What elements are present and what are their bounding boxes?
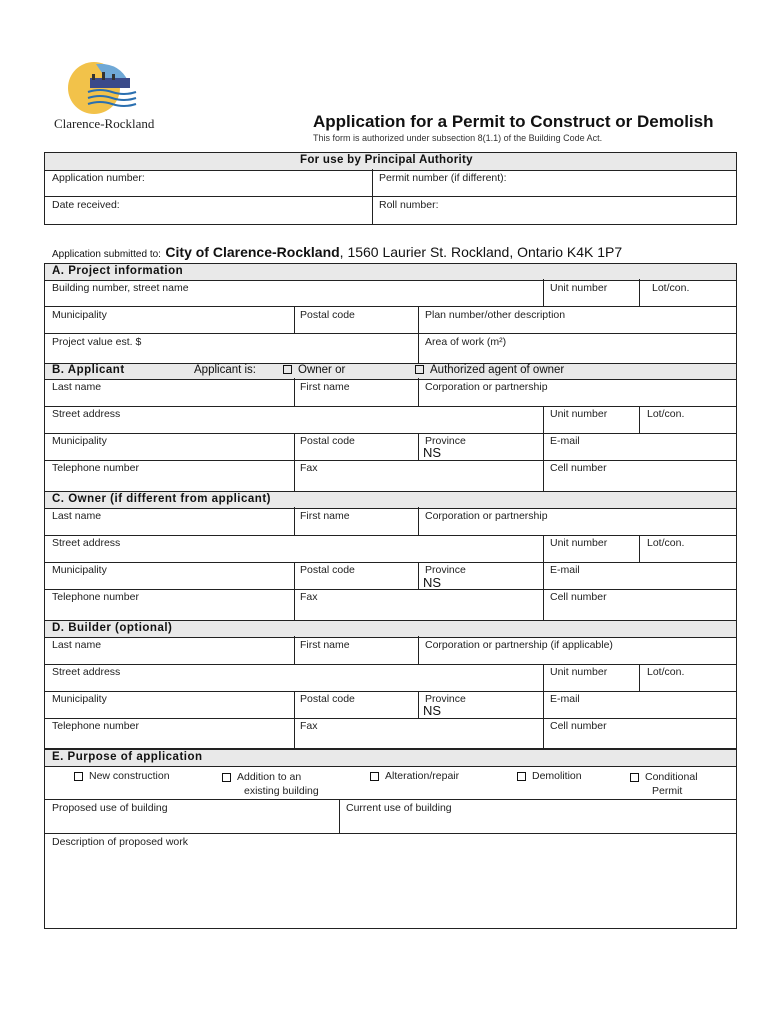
b-corp-field[interactable]: Corporation or partnership [425,381,548,393]
agent-option[interactable] [415,364,564,376]
purpose-demolition[interactable] [517,770,582,782]
a-building-field[interactable]: Building number, street name [52,282,189,294]
b-province-label: Province [425,435,466,447]
c-municipality-field[interactable]: Municipality [52,564,107,576]
current-use-field[interactable]: Current use of building [346,802,452,814]
page-subtitle: This form is authorized under subsection 8(1.1) of the Building Code Act. [313,133,603,143]
roll-number-field[interactable]: Roll number: [379,199,439,211]
c-fax-field[interactable]: Fax [300,591,318,603]
section-d-title: D. Builder (optional) [52,622,173,634]
submitted-city: City of Clarence-Rockland [165,244,340,260]
addition-checkbox-icon[interactable] [222,773,231,782]
page-title: Application for a Permit to Construct or Demolish [313,112,714,131]
agent-option-label: Authorized agent of owner [430,364,565,376]
section-d-box [44,636,737,749]
d-province-label: Province [425,693,466,705]
c-corp-field[interactable]: Corporation or partnership [425,510,548,522]
c-phone-field[interactable]: Telephone number [52,591,139,603]
description-field[interactable]: Description of proposed work [52,836,188,848]
a-area-field[interactable]: Area of work (m²) [425,336,507,348]
b-first-field[interactable]: First name [300,381,350,393]
b-last-field[interactable]: Last name [52,381,102,393]
owner-option-label: Owner or [298,364,346,376]
owner-option[interactable] [283,364,345,376]
logo-emblem-icon [52,52,152,118]
b-street-field[interactable]: Street address [52,408,121,420]
d-phone-field[interactable]: Telephone number [52,720,139,732]
d-province-value[interactable]: NS [423,703,442,718]
c-lot-field[interactable]: Lot/con. [647,537,685,549]
purpose-new-construction[interactable] [74,770,170,782]
c-unit-field[interactable]: Unit number [550,537,608,549]
conditional-checkbox-icon[interactable] [630,773,639,782]
c-postal-field[interactable]: Postal code [300,564,355,576]
new-construction-label: New construction [89,770,170,782]
alteration-label: Alteration/repair [385,770,460,782]
submitted-label: Application submitted to: [52,249,161,260]
c-cell-field[interactable]: Cell number [550,591,607,603]
alteration-checkbox-icon[interactable] [370,772,379,781]
a-unit-field[interactable]: Unit number [550,282,608,294]
d-municipality-field[interactable]: Municipality [52,693,107,705]
applicant-is-label: Applicant is: [194,364,257,376]
d-fax-field[interactable]: Fax [300,720,318,732]
section-a-title: A. Project information [52,265,184,277]
d-corp-field[interactable]: Corporation or partnership (if applicable) [425,639,613,651]
demolition-label: Demolition [532,770,582,782]
c-email-field[interactable]: E-mail [550,564,580,576]
a-plan-field[interactable]: Plan number/other description [425,309,566,321]
d-first-field[interactable]: First name [300,639,350,651]
demolition-checkbox-icon[interactable] [517,772,526,781]
c-province-label: Province [425,564,466,576]
application-number-field[interactable]: Application number: [52,172,145,184]
new-construction-checkbox-icon[interactable] [74,772,83,781]
c-first-field[interactable]: First name [300,510,350,522]
c-street-field[interactable]: Street address [52,537,121,549]
conditional-label-2: Permit [652,785,683,797]
b-fax-field[interactable]: Fax [300,462,318,474]
section-c-title: C. Owner (if different from applicant) [52,493,271,505]
logo-text: Clarence-Rockland [54,116,155,131]
submitted-address: , 1560 Laurier St. Rockland, Ontario K4K 1P7 [339,244,623,260]
proposed-use-field[interactable]: Proposed use of building [52,802,168,814]
addition-label-1: Addition to an [237,771,302,783]
d-street-field[interactable]: Street address [52,666,121,678]
section-b-title: B. Applicant [52,364,125,376]
submitted-to-line [52,244,622,262]
b-province-value[interactable]: NS [423,445,442,460]
b-lot-field[interactable]: Lot/con. [647,408,685,420]
c-province-value[interactable]: NS [423,575,442,590]
section-e-title: E. Purpose of application [52,751,203,763]
addition-label-2: existing building [244,785,319,797]
d-email-field[interactable]: E-mail [550,693,580,705]
authority-title: For use by Principal Authority [300,154,473,166]
permit-number-field[interactable]: Permit number (if different): [379,172,507,184]
b-email-field[interactable]: E-mail [550,435,580,447]
date-received-field[interactable]: Date received: [52,199,120,211]
section-c-box [44,507,737,621]
section-b-box [44,378,737,492]
b-postal-field[interactable]: Postal code [300,435,355,447]
purpose-alteration[interactable] [370,770,459,782]
owner-checkbox-icon[interactable] [283,365,292,374]
b-cell-field[interactable]: Cell number [550,462,607,474]
a-municipality-field[interactable]: Municipality [52,309,107,321]
d-lot-field[interactable]: Lot/con. [647,666,685,678]
city-logo [52,52,155,132]
conditional-label-1: Conditional [645,771,698,783]
purpose-conditional[interactable] [630,770,698,798]
b-phone-field[interactable]: Telephone number [52,462,139,474]
b-municipality-field[interactable]: Municipality [52,435,107,447]
a-value-field[interactable]: Project value est. $ [52,336,142,348]
purpose-addition[interactable] [222,770,319,798]
agent-checkbox-icon[interactable] [415,365,424,374]
d-postal-field[interactable]: Postal code [300,693,355,705]
d-unit-field[interactable]: Unit number [550,666,608,678]
d-last-field[interactable]: Last name [52,639,102,651]
a-postal-field[interactable]: Postal code [300,309,355,321]
b-unit-field[interactable]: Unit number [550,408,608,420]
d-cell-field[interactable]: Cell number [550,720,607,732]
a-lot-field[interactable]: Lot/con. [652,282,690,294]
c-last-field[interactable]: Last name [52,510,102,522]
